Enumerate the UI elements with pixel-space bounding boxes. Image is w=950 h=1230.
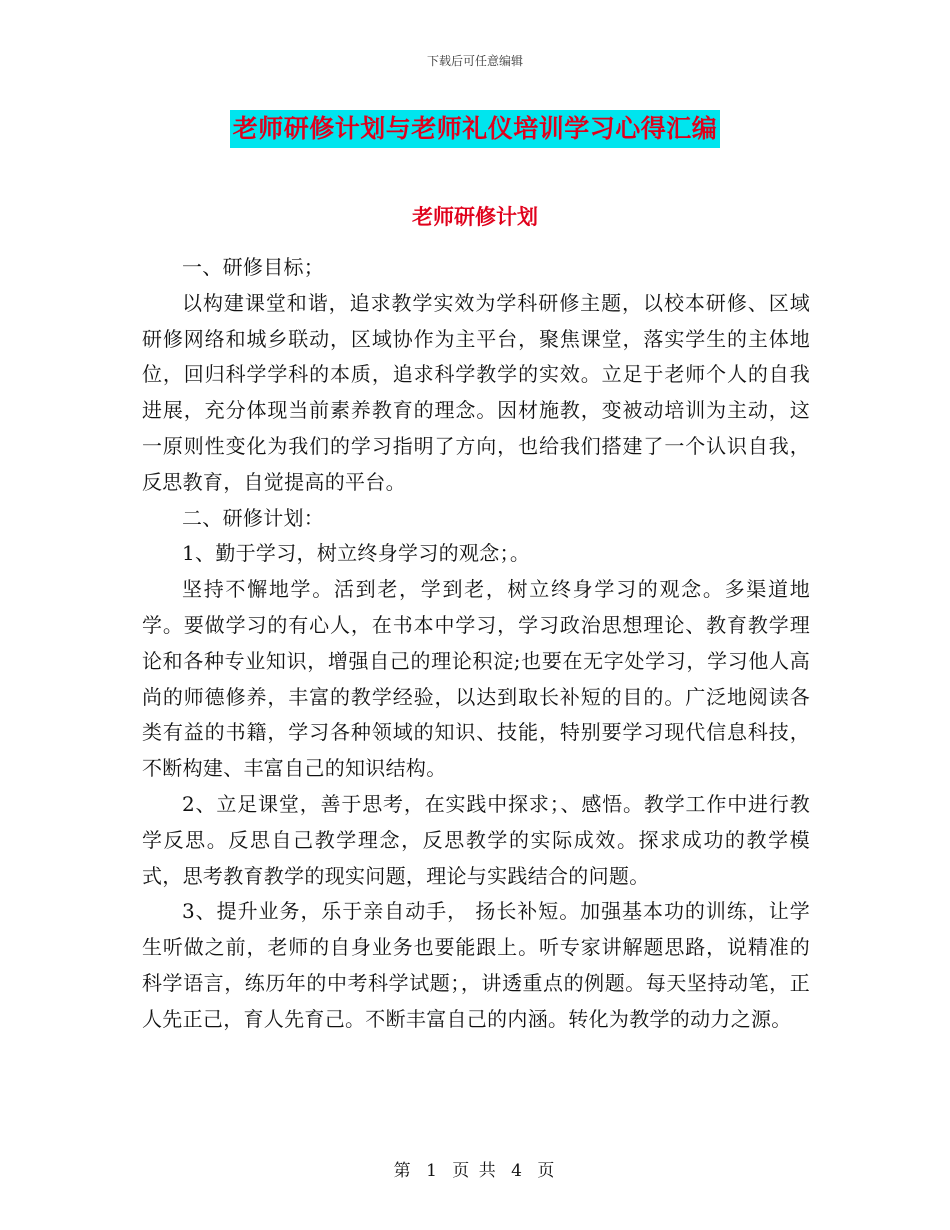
paragraph-item-3: 3、提升业务，乐于亲自动手， 扬长补短。加强基本功的训练，让学生听做之前，老师的自身业务也要能跟上。听专家讲解题思路，说精准的科学语言，练历年的中考科学试题；，讲透重点的例题。每天坚持动笔，正人先正己，育人先育己。不断丰富自己的内涵。转化为教学的动力之源。 xyxy=(142,899,810,1031)
paragraph-item-2: 2、立足课堂，善于思考，在实践中探求；、感悟。教学工作中进行教学反思。反思自己教学理念，反思教学的实际成效。探求成功的教学模式，思考教育教学的现实问题，理论与实践结合的问题。 xyxy=(142,791,810,888)
footer-prefix: 第 xyxy=(393,1161,413,1181)
footer-total-pages: 4 xyxy=(511,1161,524,1181)
paragraph-item-1-body: 坚持不懈地学。活到老，学到老，树立终身学习的观念。多渠道地学。要做学习的有心人，在书本中学习，学习政治思想理论、教育教学理论和各种专业知识，增强自己的理论积淀;也要在无字处学习，学习他人高尚的师德修养，丰富的教学经验，以达到取长补短的目的。广泛地阅读各类有益的书籍，学习各种领域的知识、技能，特别要学习现代信息科技，不断构建、丰富自己的知识结构。 xyxy=(142,577,810,781)
paragraph-goal-body: 以构建课堂和谐，追求教学实效为学科研修主题，以校本研修、区域研修网络和城乡联动，区域协作为主平台，聚焦课堂，落实学生的主体地位，回归科学学科的本质，追求科学教学的实效。立足于老师个人的自我进展，充分体现当前素养教育的理念。因材施教，变被动培训为主动，这一原则性变化为我们的学习指明了方向，也给我们搭建了一个认识自我，反思教育，自觉提高的平台。 xyxy=(142,290,810,494)
header-note: 下载后可任意编辑 xyxy=(426,54,523,68)
paragraph-item-1-heading: 1、勤于学习，树立终身学习的观念；。 xyxy=(182,541,531,566)
document-body xyxy=(142,250,810,1038)
document-title: 老师研修计划与老师礼仪培训学习心得汇编 xyxy=(230,110,721,148)
document-title-container xyxy=(0,110,950,148)
footer-page-number: 1 xyxy=(426,1161,439,1181)
paragraph-goal-heading: 一、研修目标； xyxy=(182,255,325,279)
page-footer xyxy=(0,1156,950,1181)
footer-middle: 页 共 xyxy=(452,1161,498,1181)
footer-suffix: 页 xyxy=(537,1161,557,1181)
section-title: 老师研修计划 xyxy=(412,204,538,229)
paragraph-plan-heading: 二、研修计划： xyxy=(182,505,325,530)
